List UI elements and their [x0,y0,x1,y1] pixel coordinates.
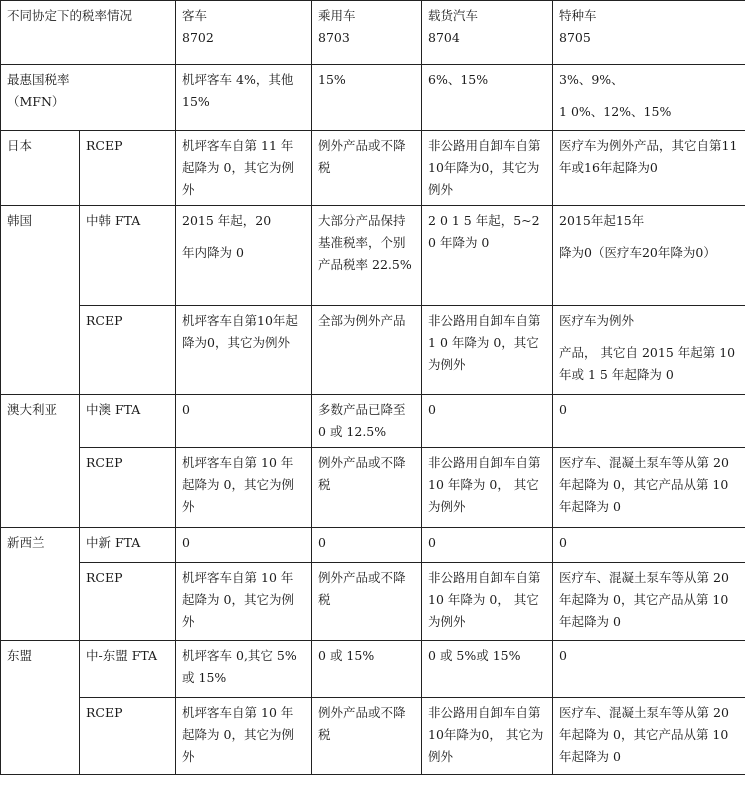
table-row [1,641,745,698]
rate-cell: 机坪客车自第 10 年起降为 0，其它为例外 [176,563,312,641]
rate-cell: 医疗车、混凝土泵车等从第 20 年起降为 0，其它产品从第 10 年起降为 0 [553,563,745,641]
rate-cell: 非公路用自卸车自第 10 年降为 0， 其它为例外 [422,563,553,641]
rate-cell: 机坪客车自第 10 年起降为 0，其它为例外 [176,698,312,775]
rate-cell: 2 0 1 5 年起，5~20 年降为 0 [422,206,553,306]
header-corner: 不同协定下的税率情况 [1,1,176,65]
rate-cell: 非公路用自卸车自第10年降为0，其它为例外 [422,131,553,206]
mfn-label: 最惠国税率 （MFN） [1,65,176,131]
country-cell: 新西兰 [1,528,80,641]
agreement-cell: 中-东盟 FTA [80,641,176,698]
country-cell: 日本 [1,131,80,206]
rate-cell: 机坪客车 0,其它 5%或 15% [176,641,312,698]
mfn-cell-truck: 6%、15% [422,65,553,131]
mfn-cell-bus: 机坪客车 4%，其他 15% [176,65,312,131]
header-col-special-vehicle: 特种车 8705 [553,1,745,65]
header-col-passenger-car: 乘用车 8703 [312,1,422,65]
agreement-cell: RCEP [80,698,176,775]
agreement-cell: 中韩 FTA [80,206,176,306]
table-row [1,131,745,206]
header-row [1,1,745,65]
rate-cell: 医疗车为例外产品，其它自第11年或16年起降为0 [553,131,745,206]
agreement-cell: RCEP [80,131,176,206]
table-row [1,698,745,775]
rate-cell: 0 [553,641,745,698]
rate-cell: 例外产品或不降税 [312,131,422,206]
agreement-cell: 中澳 FTA [80,395,176,448]
rate-cell: 0 [553,395,745,448]
rate-cell: 非公路用自卸车自第 10 年降为 0， 其它为例外 [422,448,553,528]
header-col-truck: 载货汽车 8704 [422,1,553,65]
rate-cell: 非公路用自卸车自第10年降为0， 其它为例外 [422,698,553,775]
agreement-cell: 中新 FTA [80,528,176,563]
agreement-cell: RCEP [80,306,176,395]
mfn-cell-passenger-car: 15% [312,65,422,131]
rate-cell: 机坪客车自第10年起降为0，其它为例外 [176,306,312,395]
table-row [1,528,745,563]
rate-cell: 医疗车为例外 产品， 其它自 2015 年起第 10 年或 1 5 年起降为 0 [553,306,745,395]
rate-cell: 多数产品已降至 0 或 12.5% [312,395,422,448]
rate-cell: 0 [553,528,745,563]
rate-cell: 0 [422,395,553,448]
table-row [1,448,745,528]
mfn-cell-special-vehicle: 3%、9%、 1 0%、12%、15% [553,65,745,131]
rate-cell: 例外产品或不降税 [312,563,422,641]
country-cell: 东盟 [1,641,80,775]
rate-cell: 全部为例外产品 [312,306,422,395]
rate-cell: 例外产品或不降税 [312,698,422,775]
rate-cell: 医疗车、混凝土泵车等从第 20 年起降为 0，其它产品从第 10 年起降为 0 [553,698,745,775]
mfn-row [1,65,745,131]
table-row [1,306,745,395]
rate-cell: 0 [312,528,422,563]
rate-cell: 非公路用自卸车自第 1 0 年降为 0，其它为例外 [422,306,553,395]
rate-cell: 机坪客车自第 10 年起降为 0，其它为例外 [176,448,312,528]
agreement-cell: RCEP [80,563,176,641]
rate-cell: 2015 年起，20 年内降为 0 [176,206,312,306]
country-cell: 韩国 [1,206,80,395]
table-row [1,563,745,641]
rate-cell: 医疗车、混凝土泵车等从第 20 年起降为 0，其它产品从第 10 年起降为 0 [553,448,745,528]
rate-cell: 机坪客车自第 11 年起降为 0，其它为例外 [176,131,312,206]
agreement-cell: RCEP [80,448,176,528]
rate-cell: 2015年起15年 降为0（医疗车20年降为0） [553,206,745,306]
table-row [1,395,745,448]
rate-cell: 大部分产品保持基准税率，个别产品税率 22.5% [312,206,422,306]
header-col-bus: 客车 8702 [176,1,312,65]
rate-cell: 0 或 15% [312,641,422,698]
rate-cell: 0 [176,395,312,448]
rate-cell: 0 [176,528,312,563]
rate-cell: 例外产品或不降税 [312,448,422,528]
rate-cell: 0 或 5%或 15% [422,641,553,698]
country-cell: 澳大利亚 [1,395,80,528]
table-row [1,206,745,306]
rate-cell: 0 [422,528,553,563]
